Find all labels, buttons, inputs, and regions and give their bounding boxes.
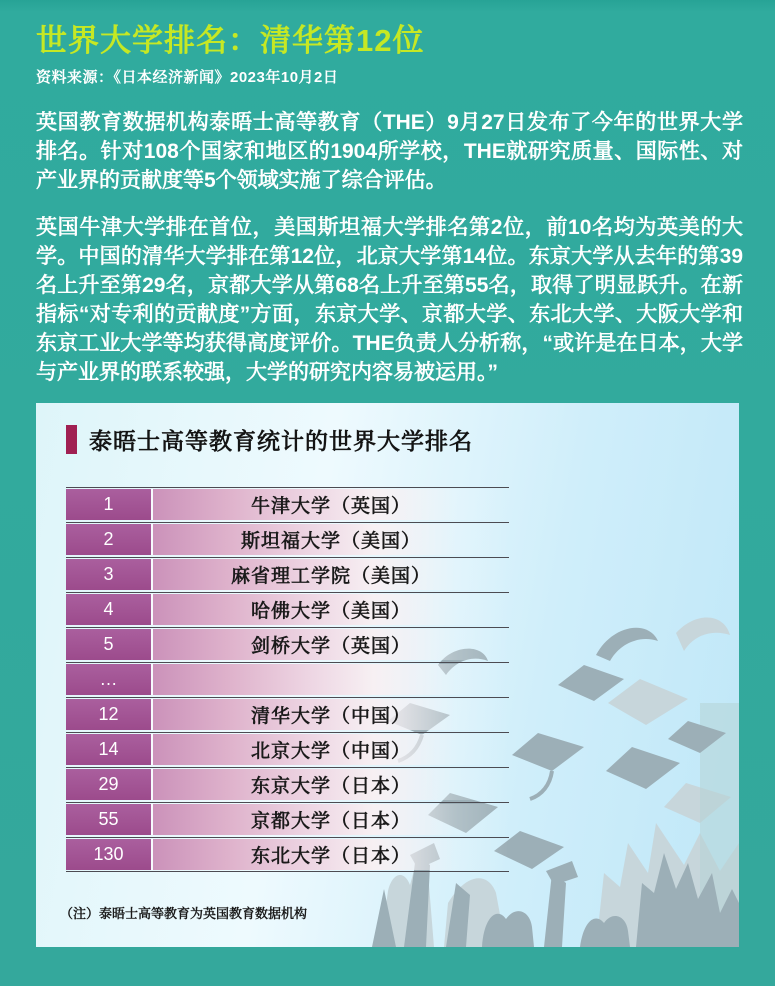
table-row	[66, 522, 509, 557]
card-title-marker-icon	[66, 425, 77, 454]
rank-cell: …	[66, 664, 153, 695]
university-cell: 哈佛大学（美国）	[153, 594, 509, 625]
table-row	[66, 627, 509, 662]
page-title: 世界大学排名：清华第12位	[36, 23, 425, 58]
university-cell: 京都大学（日本）	[153, 804, 509, 835]
ranking-card	[36, 403, 739, 947]
university-cell	[153, 664, 509, 695]
university-cell: 剑桥大学（英国）	[153, 629, 509, 660]
table-row	[66, 697, 509, 732]
source-line: 资料来源：《日本经济新闻》2023年10月2日	[36, 69, 339, 86]
table-row	[66, 487, 509, 522]
university-cell: 麻省理工学院（美国）	[153, 559, 509, 590]
ranking-table	[66, 487, 509, 872]
university-cell: 斯坦福大学（美国）	[153, 524, 509, 555]
rank-cell: 2	[66, 524, 153, 555]
university-cell: 牛津大学（英国）	[153, 489, 509, 520]
rank-cell: 4	[66, 594, 153, 625]
rank-cell: 5	[66, 629, 153, 660]
university-cell: 东北大学（日本）	[153, 839, 509, 870]
table-row	[66, 802, 509, 837]
rank-cell: 29	[66, 769, 153, 800]
table-row-ellipsis	[66, 662, 509, 697]
table-row	[66, 592, 509, 627]
university-cell: 东京大学（日本）	[153, 769, 509, 800]
university-cell: 北京大学（中国）	[153, 734, 509, 765]
rank-cell: 12	[66, 699, 153, 730]
rank-cell: 3	[66, 559, 153, 590]
rank-cell: 55	[66, 804, 153, 835]
table-row	[66, 837, 509, 872]
table-row	[66, 732, 509, 767]
table-row	[66, 557, 509, 592]
rank-cell: 130	[66, 839, 153, 870]
university-cell: 清华大学（中国）	[153, 699, 509, 730]
footnote: （注）泰晤士高等教育为英国教育数据机构	[60, 906, 308, 921]
paragraph-summary: 英国教育数据机构泰晤士高等教育（THE）9月27日发布了今年的世界大学排名。针对108个国家和地区的1904所学校，THE就研究质量、国际性、对产业界的贡献度等5个领域实施了综合评估。	[36, 111, 743, 192]
table-row	[66, 767, 509, 802]
rank-cell: 1	[66, 489, 153, 520]
rank-cell: 14	[66, 734, 153, 765]
paragraph-details: 英国牛津大学排在首位，美国斯坦福大学排名第2位，前10名均为英美的大学。中国的清华大学排在第12位，北京大学第14位。东京大学从去年的第39名上升至第29名，京都大学从第68名上升至第55名，取得了明显跃升。在新指标“对专利的贡献度”方面，东京大学、京都大学、东北大学、大阪大学和东京工业大学等均获得高度评价。THE负责人分析称，“或许是在日本，大学与产业界的联系较强，大学的研究内容易被运用。”	[36, 216, 743, 384]
card-title: 泰晤士高等教育统计的世界大学排名	[89, 428, 473, 454]
